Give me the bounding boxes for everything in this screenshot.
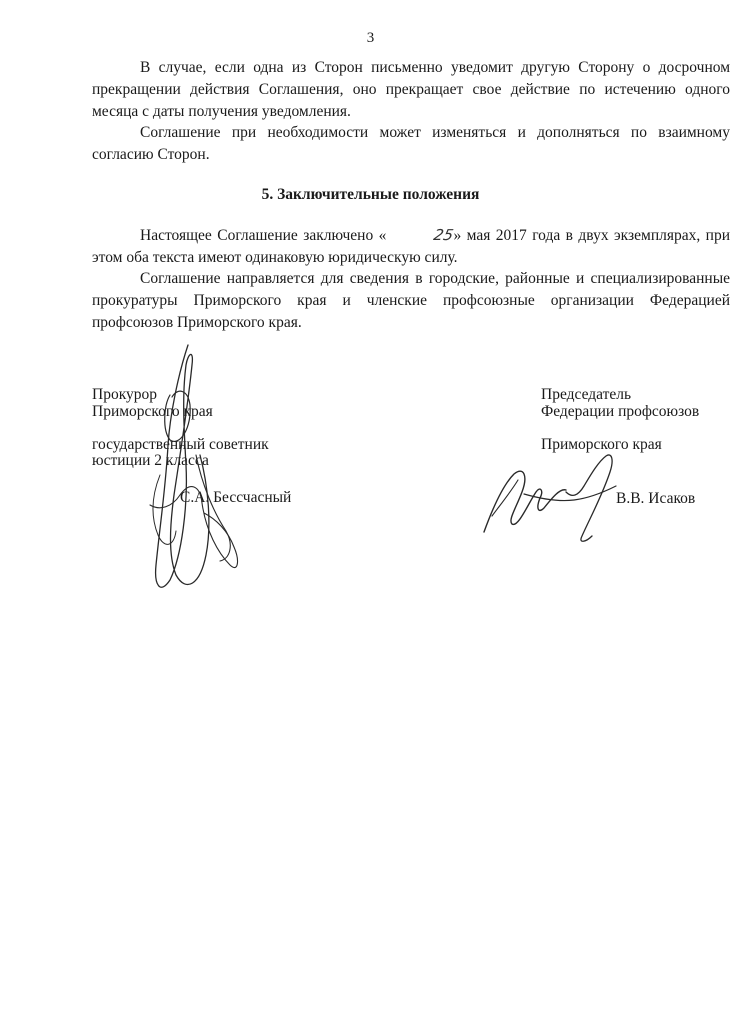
paragraph-distribution-text: Соглашение направляется для сведения в городские, районные и специализированные прокуратуры Приморского края и членские профсоюзные организации Федерацией профсоюзов Приморского края. bbox=[92, 270, 730, 331]
left-signatory-title-1: Прокурор bbox=[92, 386, 158, 403]
left-signatory-name: С.А. Бессчасный bbox=[180, 489, 292, 506]
section-heading: 5. Заключительные положения bbox=[261, 186, 480, 203]
left-signatory-rank-1: государственный советник bbox=[92, 436, 269, 453]
left-signatory-rank-2: юстиции 2 класса bbox=[92, 452, 209, 469]
paragraph-conclusion-suffix: » мая 2017 года в двух экземплярах, при этом оба текста имеют одинаковую юридическую силу. bbox=[92, 227, 730, 266]
paragraph-distribution bbox=[92, 268, 730, 334]
paragraph-termination bbox=[92, 57, 730, 123]
paragraph-conclusion-date-text bbox=[92, 224, 730, 269]
handwritten-date: 25 bbox=[432, 226, 456, 244]
page-number: 3 bbox=[366, 30, 375, 46]
paragraph-amendments bbox=[92, 122, 730, 166]
right-signatory-title-3: Приморского края bbox=[541, 436, 662, 453]
right-signatory-title-1: Председатель bbox=[541, 386, 632, 403]
right-signatory-title-2: Федерации профсоюзов bbox=[541, 403, 700, 420]
left-signatory-title-2: Приморского края bbox=[92, 403, 213, 420]
paragraph-amendments-text: Соглашение при необходимости может изменяться и дополняться по взаимному согласию Сторон. bbox=[92, 124, 730, 163]
left-signature-image bbox=[130, 335, 250, 605]
right-signatory-name: В.В. Исаков bbox=[616, 490, 696, 507]
paragraph-conclusion-prefix: Настоящее Соглашение заключено « bbox=[140, 227, 387, 244]
paragraph-termination-text: В случае, если одна из Сторон письменно уведомит другую Сторону о досрочном прекращении действия Соглашения, оно прекращает свое действие по истечению одного месяца с даты получения уведомления. bbox=[92, 59, 730, 120]
paragraph-conclusion-date bbox=[92, 224, 730, 269]
right-signature-image bbox=[478, 440, 628, 550]
